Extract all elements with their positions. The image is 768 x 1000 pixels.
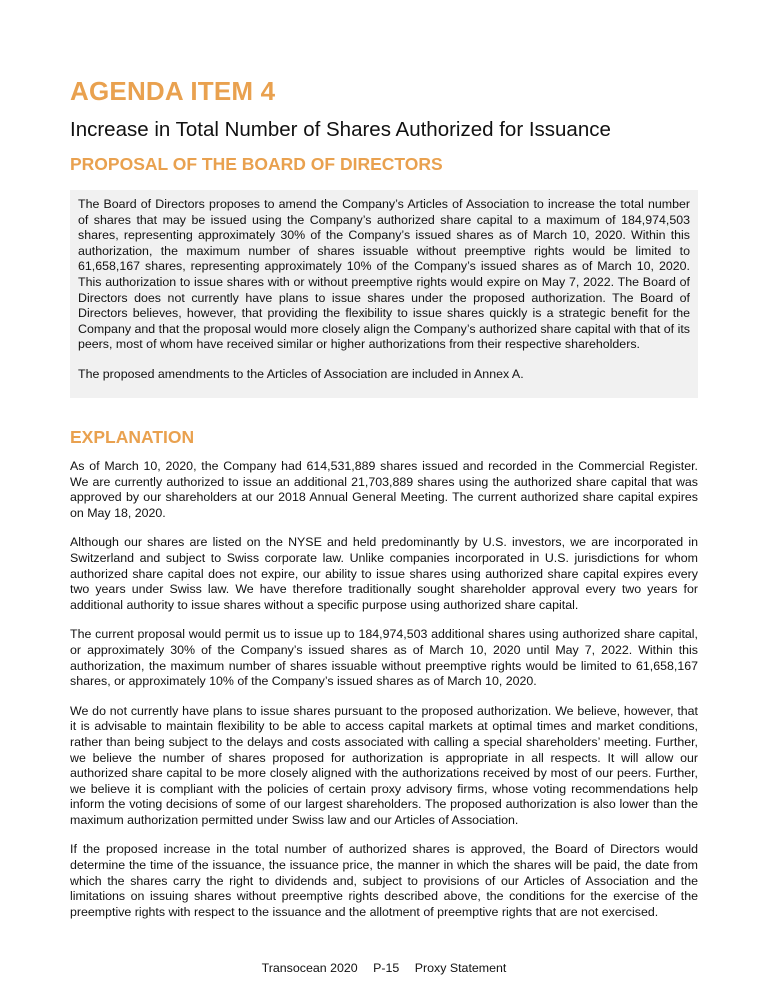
agenda-item-subtitle: Increase in Total Number of Shares Authorized for Issuance xyxy=(70,118,611,141)
page-footer xyxy=(0,961,768,975)
proposal-box xyxy=(70,190,698,398)
footer-company: Transocean 2020 xyxy=(261,961,358,975)
proposal-heading: PROPOSAL OF THE BOARD OF DIRECTORS xyxy=(70,154,443,174)
explanation-paragraph: As of March 10, 2020, the Company had 614,531,889 shares issued and recorded in the Commercial Register. We are currently authorized to issue an additional 21,703,889 shares using the authorized share capital that was approved by our shareholders at our 2018 Annual General Meeting. The current authorized share capital expires on May 18, 2020. xyxy=(70,459,698,520)
explanation-paragraph: If the proposed increase in the total number of authorized shares is approved, the Board of Directors would determine the time of the issuance, the issuance price, the manner in which the shares will be paid, the date from which the shares carry the right to dividends and, subject to provisions of our Articles of Association and the limitations on issuing shares without preemptive rights described above, the conditions for the exercise of the preemptive rights with respect to the issuance and the allotment of preemptive rights that are not exercised. xyxy=(70,842,698,919)
explanation-paragraph: Although our shares are listed on the NYSE and held predominantly by U.S. investors, we are incorporated in Switzerland and subject to Swiss corporate law. Unlike companies incorporated in U.S. jurisdictions for whom authorized share capital does not expire, our ability to issue shares using authorized share capital expires every two years under Swiss law. We have therefore traditionally sought shareholder approval every two years for additional authority to issue shares without a specific purpose using authorized share capital. xyxy=(70,535,698,612)
proposal-paragraph: The proposed amendments to the Articles of Association are included in Annex A. xyxy=(78,366,524,381)
footer-document: Proxy Statement xyxy=(414,961,507,975)
explanation-heading: EXPLANATION xyxy=(70,427,195,447)
agenda-item-title: AGENDA ITEM 4 xyxy=(70,76,276,106)
explanation-paragraph: We do not currently have plans to issue shares pursuant to the proposed authorization. We believe, however, that it is advisable to maintain flexibility to be able to access capital markets at optimal times and market conditions, rather than being subject to the delays and costs associated with calling a special shareholders’ meeting. Further, we believe the number of shares proposed for authorization is appropriate in all respects. It will allow our authorized share capital to be more closely aligned with the authorizations received by most of our peers. Further, we believe it is compliant with the policies of certain proxy advisory firms, whose voting recommendations help inform the voting decisions of some of our largest shareholders. The proposed authorization is also lower than the maximum authorization permitted under Swiss law and our Articles of Association. xyxy=(70,703,698,827)
footer-page-number: P-15 xyxy=(373,961,400,975)
explanation-body xyxy=(70,459,698,934)
explanation-paragraph: The current proposal would permit us to issue up to 184,974,503 additional shares using authorized share capital, or approximately 30% of the Company’s issued shares as of March 10, 2020 until May 7, 2022. Within this authorization, the maximum number of shares issuable without preemptive rights would be limited to 61,658,167 shares, or approximately 10% of the Company’s issued shares as of March 10, 2020. xyxy=(70,627,698,689)
proposal-paragraph: The Board of Directors proposes to amend the Company’s Articles of Association to increase the total number of shares that may be issued using the Company’s authorized share capital to a maximum of 184,974,503 shares, representing approximately 30% of the Company’s issued shares as of March 10, 2020. Within this authorization, the maximum number of shares issuable without preemptive rights would be limited to 61,658,167 shares, representing approximately 10% of the Company’s issued shares as of March 10, 2020. This authorization to issue shares with or without preemptive rights would expire on May 7, 2022. The Board of Directors does not currently have plans to issue shares under the proposed authorization. The Board of Directors believes, however, that providing the flexibility to issue shares quickly is a strategic benefit for the Company and that the proposal would more closely align the Company’s authorized share capital with that of its peers, most of whom have received similar or higher authorizations from their respective shareholders. xyxy=(78,197,690,352)
